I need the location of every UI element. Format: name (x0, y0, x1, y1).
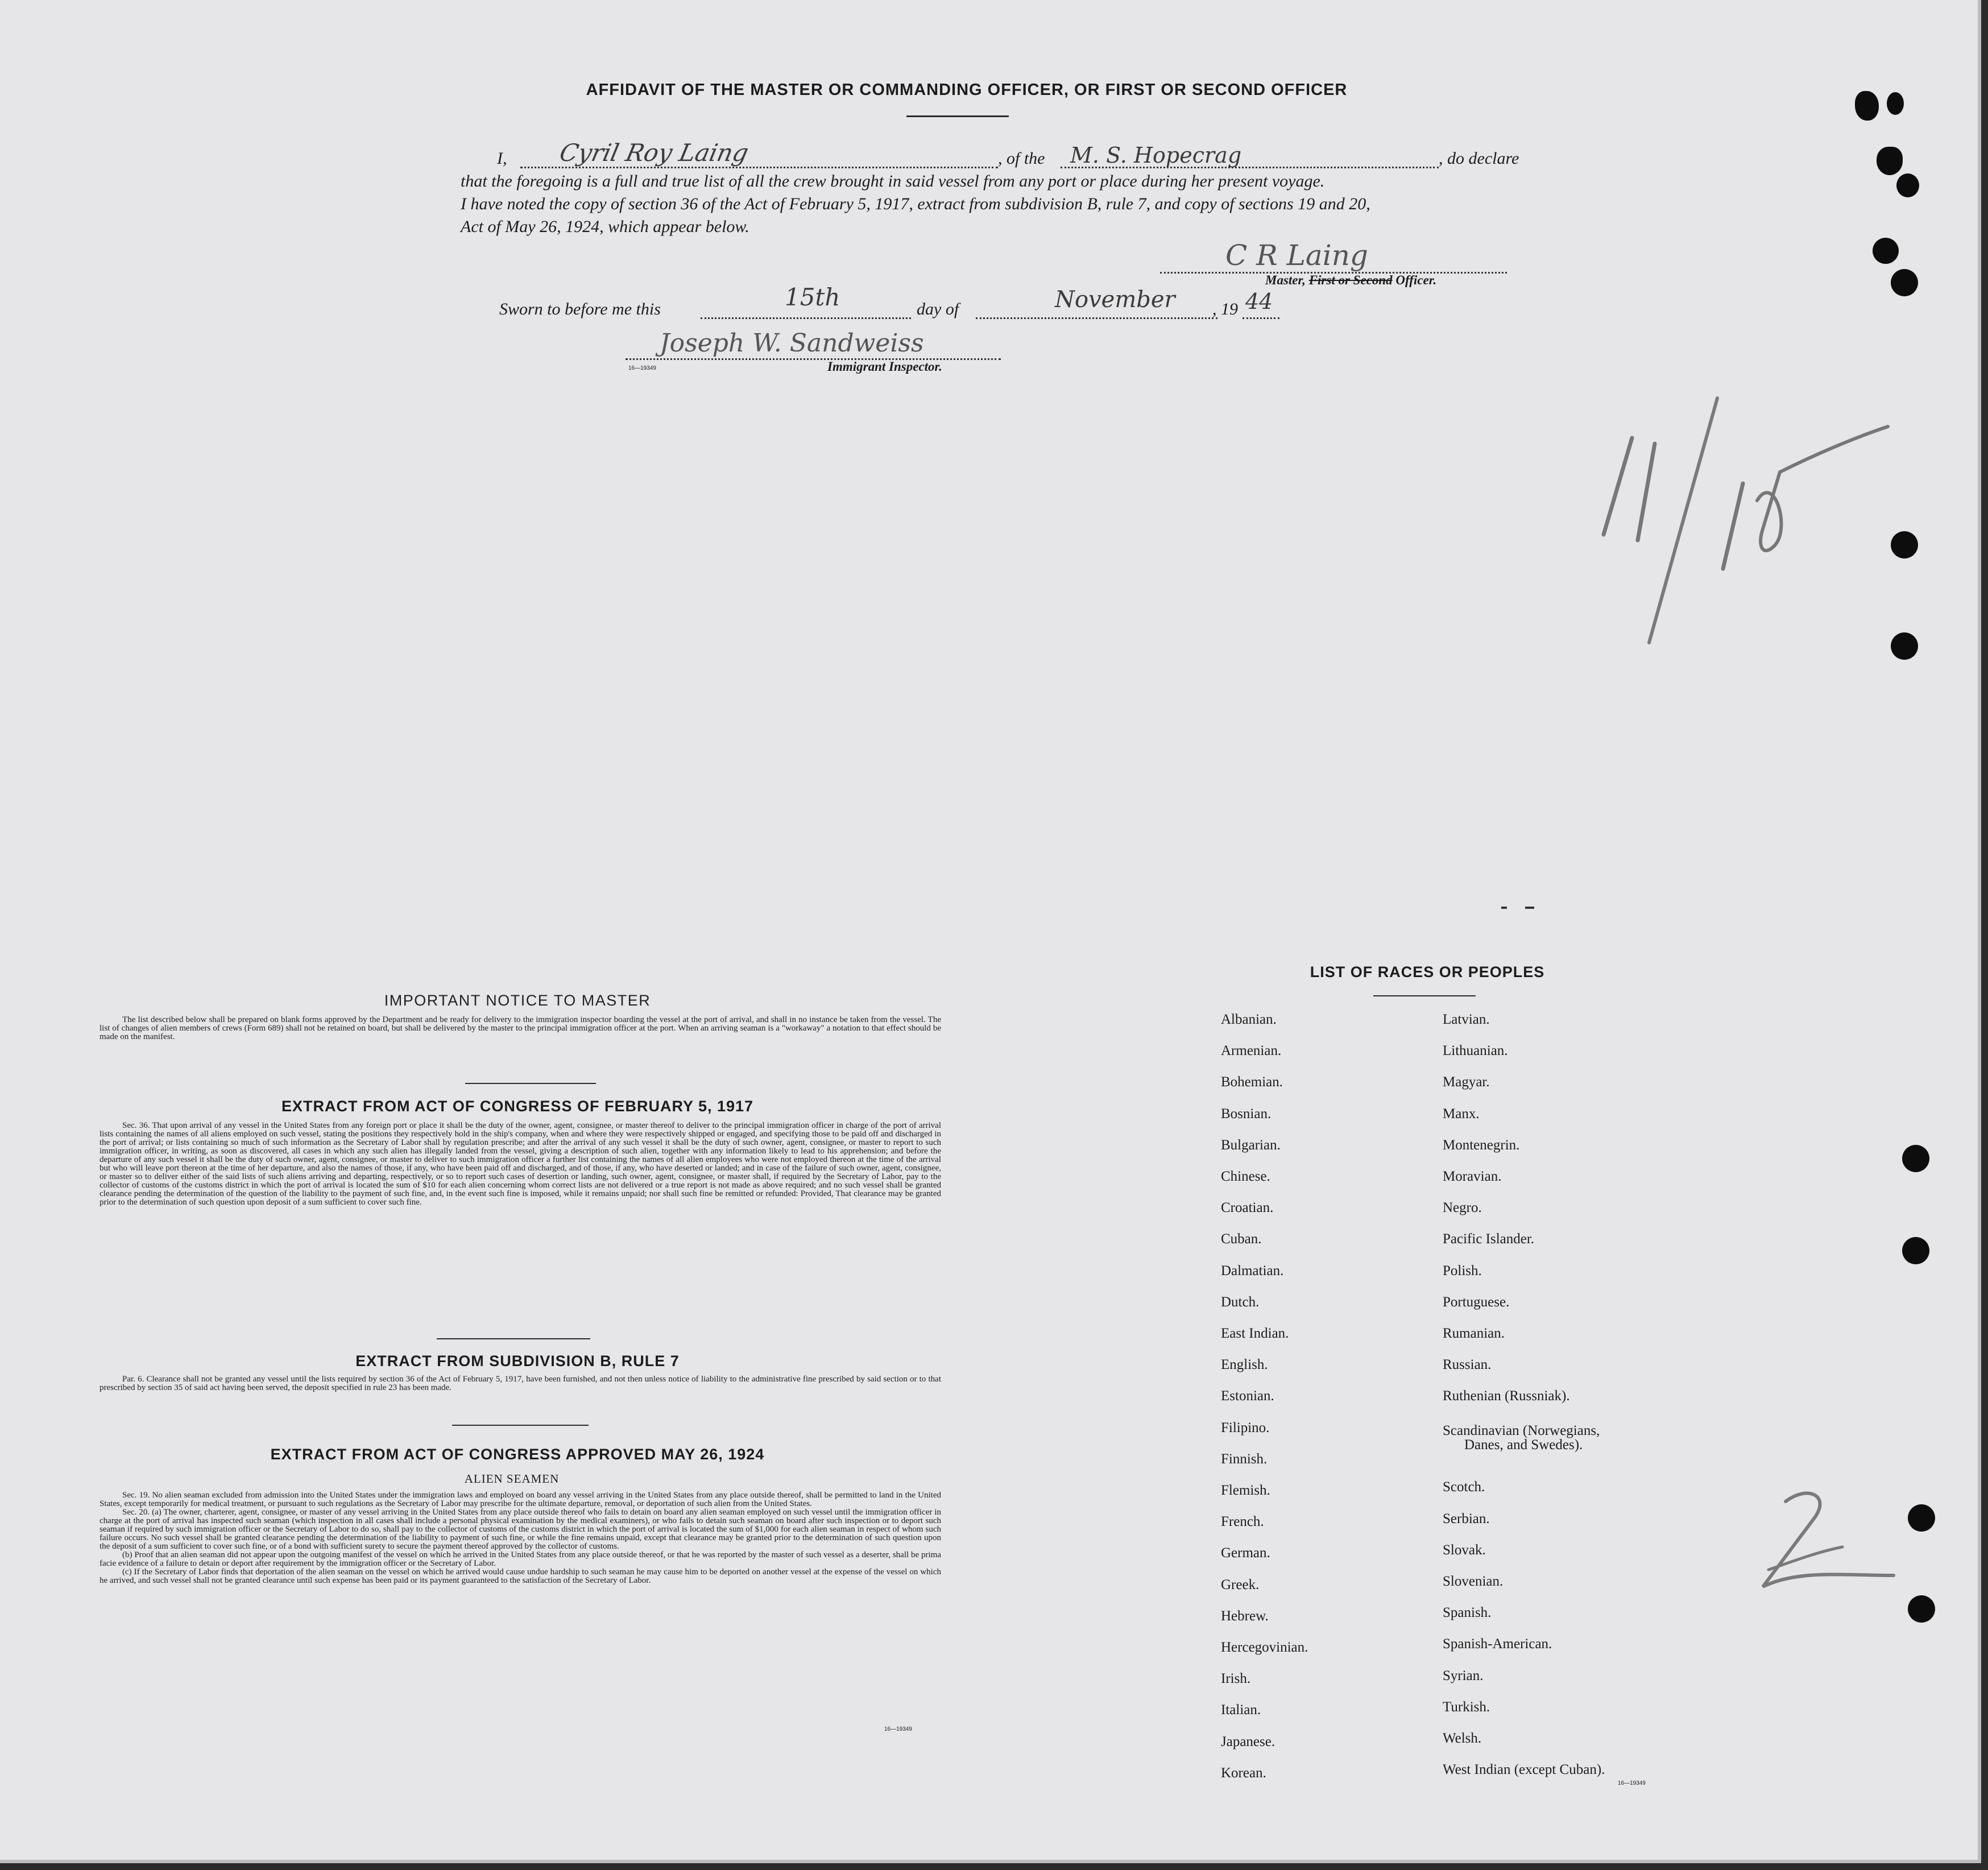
extract-rule7-divider (452, 1425, 589, 1426)
sworn-label: Sworn to before me this (499, 300, 661, 318)
master-caption-struck: First or Second (1308, 273, 1393, 287)
race-item: Serbian. (1443, 1511, 1490, 1526)
race-item: Filipino. (1221, 1420, 1270, 1435)
race-item: Montenegrin. (1443, 1137, 1520, 1153)
scan-speck (1501, 907, 1507, 909)
notice-body (100, 1016, 941, 1041)
punch-hole (1902, 1145, 1929, 1172)
extract-rule7-body (100, 1375, 941, 1392)
extract-1924-title: EXTRACT FROM ACT OF CONGRESS APPROVED MAY 26, 1924 (270, 1446, 765, 1463)
race-item: East Indian. (1221, 1326, 1289, 1341)
inspector-signature: Joseph W. Sandweiss (660, 329, 924, 358)
race-item: Spanish. (1443, 1605, 1492, 1621)
race-item: West Indian (except Cuban). (1443, 1762, 1605, 1778)
vessel-name: M. S. Hopecrag (1070, 143, 1242, 168)
sworn-month: November (1055, 287, 1175, 313)
race-item: Hebrew. (1221, 1608, 1269, 1624)
race-item: Slovenian. (1443, 1574, 1504, 1590)
extract-1917-body (100, 1122, 941, 1207)
race-item: Flemish. (1221, 1483, 1270, 1498)
punch-hole (1908, 1504, 1935, 1532)
race-item: Portuguese. (1443, 1294, 1510, 1310)
extract-1917-divider (437, 1338, 590, 1339)
race-item: Hercegovinian. (1221, 1640, 1308, 1655)
races-form-number: 16—19349 (1618, 1780, 1646, 1786)
race-item: English. (1221, 1357, 1268, 1373)
punch-hole (1908, 1595, 1935, 1623)
pencil-page-annotation (1746, 1484, 1905, 1598)
sworn-month-line (976, 317, 1217, 319)
race-item: Italian. (1221, 1702, 1261, 1718)
race-item: Dalmatian. (1221, 1263, 1284, 1279)
punch-hole (1896, 173, 1919, 197)
race-item: Dutch. (1221, 1294, 1260, 1310)
extract-1924-body (100, 1491, 941, 1585)
punch-hole (1891, 632, 1918, 660)
year-line (1242, 317, 1279, 319)
pencil-date-strokes (1587, 387, 1905, 648)
punch-hole (1891, 531, 1918, 558)
master-caption-officer: Officer. (1395, 273, 1437, 287)
race-item: Welsh. (1443, 1731, 1482, 1747)
affidavit-line-3: I have noted the copy of section 36 of the Act of February 5, 1917, extract from subdivision B, rule 7, and copy of sections 19 and 20, (461, 195, 1370, 213)
punch-hole (1873, 238, 1899, 264)
race-item: Danes, and Swedes). (1464, 1437, 1583, 1453)
punch-hole (1891, 269, 1918, 296)
race-item: Rumanian. (1443, 1326, 1505, 1341)
race-item: Estonian. (1221, 1388, 1274, 1404)
race-item: Cuban. (1221, 1231, 1262, 1247)
race-item: Russian. (1443, 1357, 1492, 1373)
section-19-paragraph: Sec. 19. No alien seaman excluded from admission into the United States under the immigration laws and employed on board any vessel arriving in the United States from any place outside thereof, shall be permitted to land in the United States, except temporarily for medical treatment, or pursuant to such regulations as the Secretary of Labor may prescribe for the ultimate departure, removal, or deportation of such alien from the United States. (100, 1491, 941, 1508)
rule-7-paragraph: Par. 6. Clearance shall not be granted any vessel until the lists required by section 36 of the Act of February 5, 1917, have been furnished, and not then unless notice of liability to the administrative fine prescribed by said section or to that prescribed by section 35 of said act having been served, the deposit specified in rule 23 has been made. (100, 1375, 941, 1392)
sworn-day-line (701, 317, 911, 319)
race-item: Irish. (1221, 1671, 1251, 1687)
notice-paragraph: The list described below shall be prepared on blank forms approved by the Department and be ready for delivery to the immigration inspector boarding the vessel at the port of arrival, and shall in no instance be taken from the vessel. The list of changes of alien members of crews (Form 689) shall not be retained on board, but shall be delivered by the master to the principal immigration officer at the port. When an arriving seaman is a "workaway" a notation to that effect should be made on the manifest. (100, 1015, 941, 1041)
race-item: Finnish. (1221, 1451, 1268, 1467)
race-item: Chinese. (1221, 1169, 1270, 1184)
races-divider (1373, 995, 1476, 996)
race-item: Albanian. (1221, 1012, 1277, 1027)
inspector-caption: Immigrant Inspector. (827, 359, 942, 374)
day-of-label: day of (917, 300, 959, 318)
race-item: Moravian. (1443, 1169, 1502, 1184)
race-item: Polish. (1443, 1263, 1482, 1279)
race-item: Bulgarian. (1221, 1137, 1281, 1153)
notice-title: IMPORTANT NOTICE TO MASTER (384, 992, 651, 1009)
race-item: Latvian. (1443, 1012, 1490, 1027)
notice-divider (465, 1083, 596, 1084)
punch-hole (1855, 91, 1879, 121)
affidavit-title: AFFIDAVIT OF THE MASTER OR COMMANDING OFFICER, OR FIRST OR SECOND OFFICER (586, 81, 1348, 99)
race-item: Scandinavian (Norwegians, (1443, 1423, 1600, 1439)
inspector-line (626, 358, 1001, 360)
do-declare-label: , do declare (1439, 149, 1519, 168)
race-item: Lithuanian. (1443, 1043, 1508, 1059)
sworn-year: 44 (1245, 289, 1273, 314)
section-20b-paragraph: (b) Proof that an alien seaman did not appear upon the outgoing manifest of the vessel on which he arrived in the United States from any place outside thereof, or that he was reported by the master of such vessel as a deserter, shall be prima facie evidence of a failure to detain or deport after requirement by the immigration officer or the Secretary of Labor. (100, 1550, 941, 1568)
punch-hole (1877, 147, 1903, 175)
title-divider (906, 115, 1009, 117)
race-item: German. (1221, 1545, 1270, 1561)
race-item: Manx. (1443, 1106, 1480, 1122)
race-item: Japanese. (1221, 1734, 1275, 1749)
affidavit-line-2: that the foregoing is a full and true list of all the crew brought in said vessel from any port or place during her present voyage. (461, 172, 1325, 191)
scan-speck (1525, 907, 1534, 909)
sworn-day: 15th (785, 283, 840, 311)
punch-hole (1902, 1237, 1929, 1264)
race-item: Ruthenian (Russniak). (1443, 1388, 1570, 1404)
affidavit-form-number: 16—19349 (628, 365, 656, 371)
race-item: Negro. (1443, 1200, 1482, 1216)
section-36-paragraph: Sec. 36. That upon arrival of any vessel in the United States from any foreign port or place it shall be the duty of the owner, agent, consignee, or master thereof to deliver to the principal immigration officer in charge of the port of arrival lists containing the names of all aliens employed on such vessel, stating the positions they respectively hold in the ship's company, when and where they were respectively shipped or engaged, and specifying those to be paid off and discharged in the port of arrival; or lists containing so much of such information as the Secretary of Labor shall by regulation prescribe; and after the arrival of any such vessel it shall be the duty of such owner, agent, consignee, or master to report to such immigration officer, in writing, as soon as discovered, all cases in which any such alien has illegally landed from the vessel, giving a description of such alien, together with any information likely to lead to his apprehension; and before the departure of any such vessel it shall be the duty of such owner, agent, consignee, or master to deliver to such immigration officer a further list containing the names of all alien employees who were not employed thereon at the time of the arrival but who will leave port thereon at the time of her departure, and also the names of those, if any, who have been paid off and discharged, and of those, if any, who have deserted or landed; and in case of the failure of such owner, agent, consignee, or master so to deliver either of the said lists of such aliens arriving and departing, respectively, or so to report such cases of desertion or landing, such owner, agent, consignee, or master shall, if required by the Secretary of Labor, pay to the collector of customs of the customs district in which the port of arrival is located the sum of $10 for each alien concerning whom correct lists are not delivered or a true report is not made as above required; and no such vessel shall be granted clearance pending the determination of the question of the liability to the payment of such fine, and, in the event such fine is imposed, while it remains unpaid; nor shall such fine be remitted or refunded: Provided, That clearance may be granted prior to the determination of such question upon deposit of a sum sufficient to cover such fine. (100, 1121, 941, 1207)
race-item: Scotch. (1443, 1479, 1485, 1495)
race-item: Croatian. (1221, 1200, 1274, 1216)
extract-form-number: 16—19349 (884, 1726, 912, 1732)
race-item: Armenian. (1221, 1043, 1282, 1059)
extract-1924-subtitle: ALIEN SEAMEN (464, 1472, 560, 1486)
race-item: Bosnian. (1221, 1106, 1272, 1122)
declarant-signature: Cyril Roy Laing (557, 139, 751, 167)
race-item: Magyar. (1443, 1074, 1490, 1090)
affidavit-line-4: Act of May 26, 1924, which appear below. (461, 217, 749, 236)
master-caption (1265, 273, 1436, 288)
year-prefix: , 19 (1212, 300, 1238, 318)
race-item: Greek. (1221, 1577, 1260, 1592)
race-item: French. (1221, 1514, 1264, 1530)
race-item: Slovak. (1443, 1542, 1486, 1558)
race-item: Syrian. (1443, 1668, 1484, 1683)
section-20c-paragraph: (c) If the Secretary of Labor finds that deportation of the alien seaman on the vessel on which he arrived would cause undue hardship to such seaman he may cause him to be deported on another vessel at the expense of the vessel on which he arrived, and such vessel shall not be granted clearance until such expense has been paid or its payment guaranteed to the satisfaction of the Secretary of Labor. (100, 1567, 941, 1585)
i-label: I, (497, 149, 507, 168)
race-item: Turkish. (1443, 1699, 1490, 1715)
punch-hole (1887, 92, 1904, 115)
declarant-line (520, 167, 998, 168)
extract-1917-title: EXTRACT FROM ACT OF CONGRESS OF FEBRUARY 5, 1917 (281, 1098, 754, 1115)
pencil-page-strokes (1746, 1484, 1905, 1598)
race-item: Korean. (1221, 1765, 1266, 1781)
race-item: Spanish-American. (1443, 1636, 1552, 1652)
master-caption-master: Master, (1265, 273, 1306, 287)
master-signature: C R Laing (1225, 239, 1368, 272)
extract-rule7-title: EXTRACT FROM SUBDIVISION B, RULE 7 (355, 1352, 680, 1370)
race-item: Bohemian. (1221, 1074, 1283, 1090)
races-title: LIST OF RACES OR PEOPLES (1310, 963, 1545, 980)
race-item: Pacific Islander. (1443, 1231, 1535, 1247)
section-20a-paragraph: Sec. 20. (a) The owner, charterer, agent, consignee, or master of any vessel arriving in the United States from any place outside thereof who fails to detain on board any alien seaman employed on such vessel until the immigration officer in charge at the port of arrival has inspected such seaman (which inspection in all cases shall include a personal physical examination by the medical examiners), or who fails to detain such seaman on board after such inspection or to deport such seaman if required by such immigration officer or the Secretary of Labor to do so, shall pay to the collector of customs of the customs district in which the port of arrival is located the sum of $1,000 for each alien seaman in respect of whom such failure occurs. No such vessel shall be granted clearance pending the determination of the liability to payment of such fine, or while the fine remains unpaid, except that clearance may be granted prior to the determination of such question upon the deposit of a sum sufficient to cover such fine, or of a bond with sufficient surety to secure the payment thereof approved by the collector of customs. (100, 1508, 941, 1551)
of-the-label: , of the (998, 149, 1045, 168)
pencil-date-annotation (1587, 387, 1905, 648)
